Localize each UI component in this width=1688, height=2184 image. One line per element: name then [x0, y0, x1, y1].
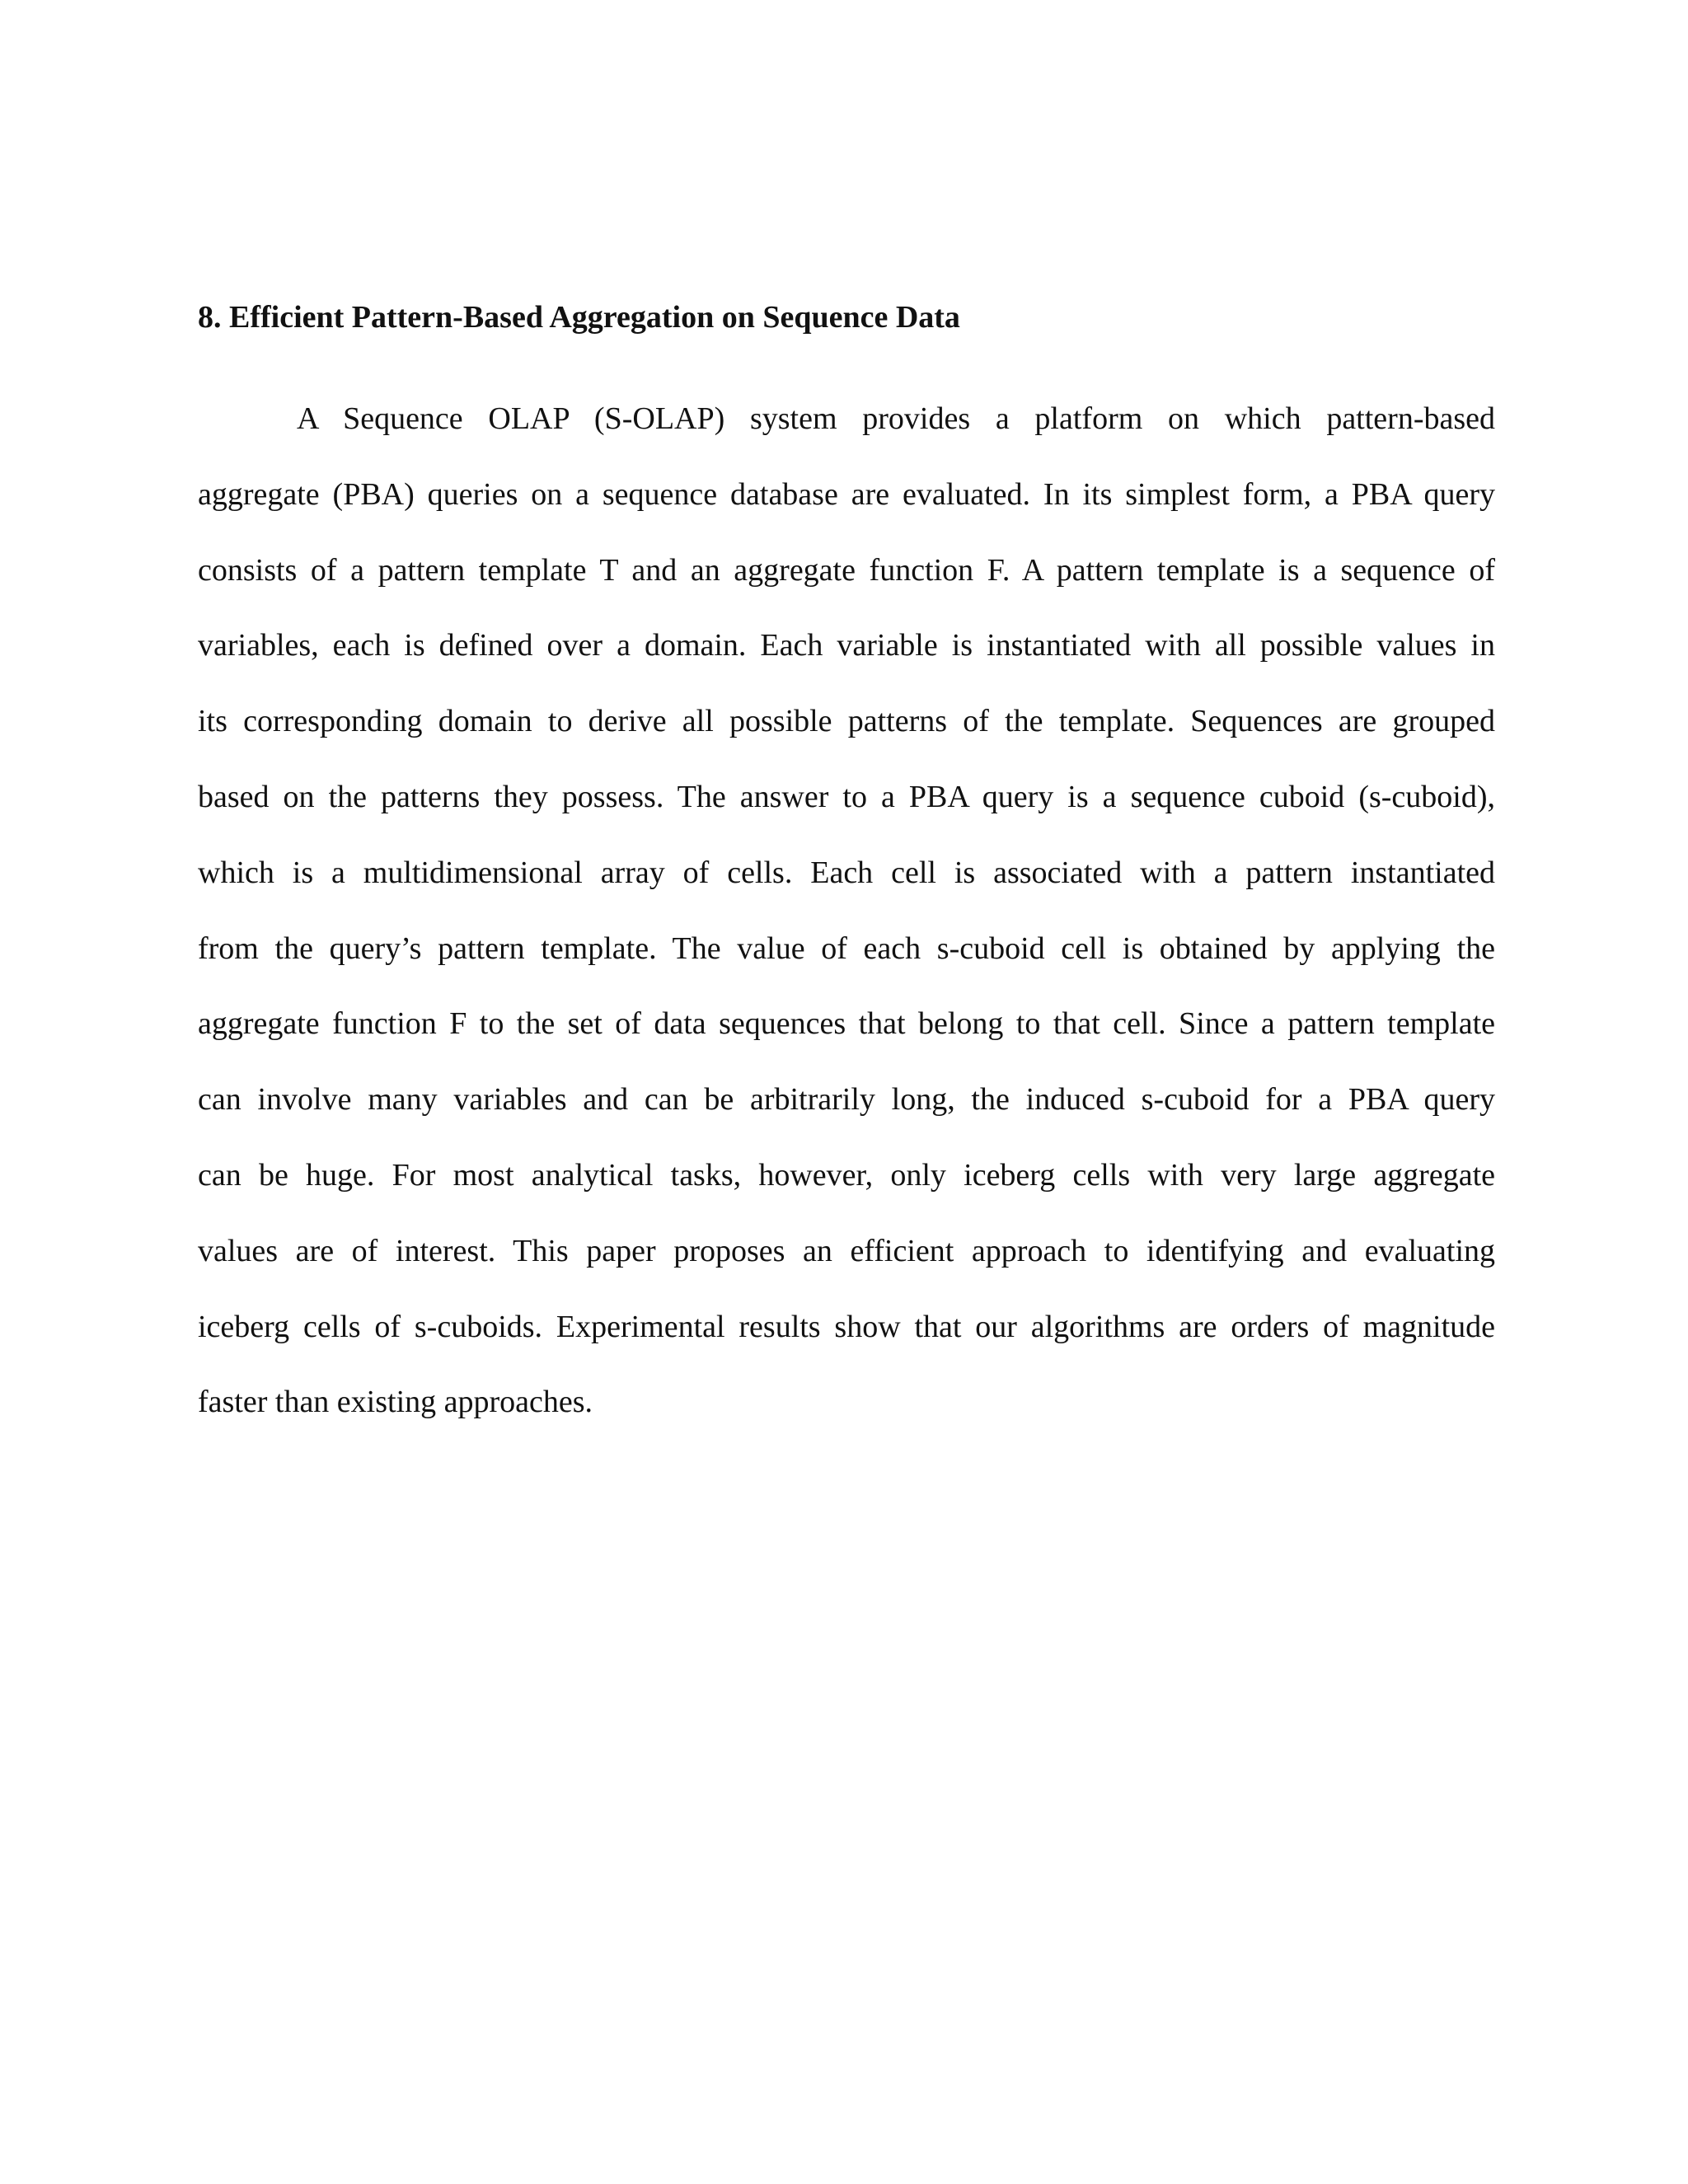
abstract-paragraph — [198, 400, 1495, 1459]
abstract-line: its corresponding domain to derive all possible patterns of the template. Sequences are grouped — [198, 704, 1495, 739]
abstract-line: consists of a pattern template T and an aggregate function F. A pattern template is a sequence of — [198, 552, 1495, 588]
abstract-line: A Sequence OLAP (S-OLAP) system provides a platform on which pattern-based — [297, 401, 1495, 436]
abstract-line: iceberg cells of s-cuboids. Experimental results show that our algorithms are orders of magnitude — [198, 1309, 1495, 1344]
abstract-line: based on the patterns they possess. The answer to a PBA query is a sequence cuboid (s-cuboid), — [198, 779, 1495, 814]
abstract-line: which is a multidimensional array of cells. Each cell is associated with a pattern instantiated — [198, 855, 1495, 890]
abstract-line: values are of interest. This paper proposes an efficient approach to identifying and evaluating — [198, 1233, 1495, 1268]
abstract-line: from the query’s pattern template. The value of each s-cuboid cell is obtained by applying the — [198, 930, 1495, 966]
abstract-line: can be huge. For most analytical tasks, however, only iceberg cells with very large aggregate — [198, 1157, 1495, 1193]
section-heading: 8. Efficient Pattern-Based Aggregation on Sequence Data — [198, 300, 960, 335]
abstract-line: faster than existing approaches. — [198, 1385, 593, 1420]
abstract-line: aggregate function F to the set of data sequences that belong to that cell. Since a pattern template — [198, 1006, 1495, 1042]
abstract-line: variables, each is defined over a domain. Each variable is instantiated with all possible values in — [198, 628, 1495, 663]
abstract-line: aggregate (PBA) queries on a sequence database are evaluated. In its simplest form, a PBA query — [198, 476, 1495, 512]
abstract-line: can involve many variables and can be arbitrarily long, the induced s-cuboid for a PBA query — [198, 1082, 1495, 1118]
